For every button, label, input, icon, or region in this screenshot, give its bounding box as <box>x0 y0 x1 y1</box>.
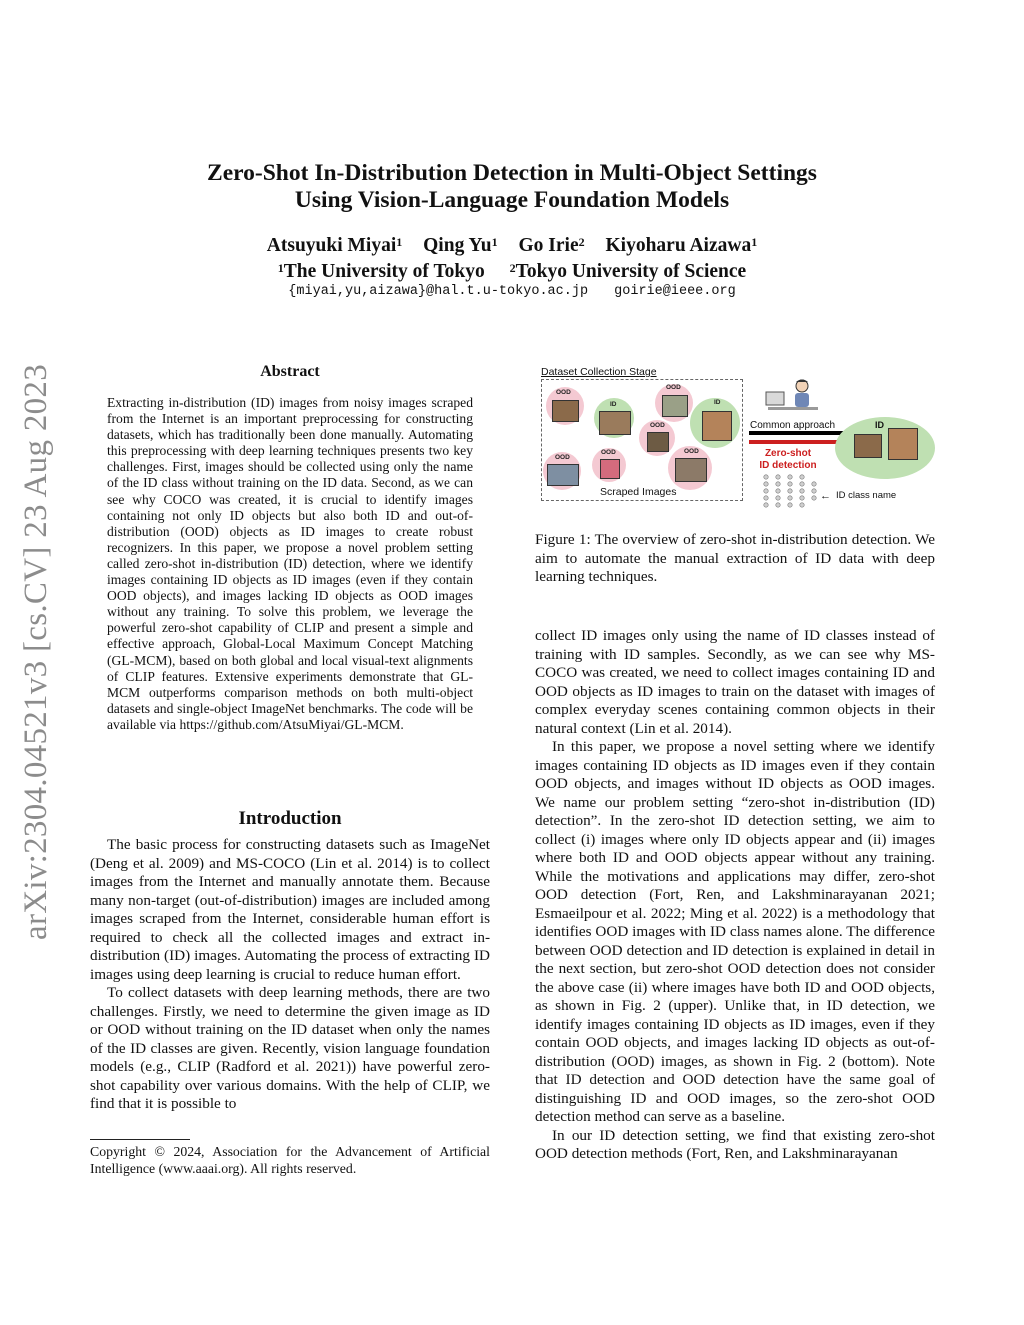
introduction-body <box>90 836 490 1114</box>
paper-title <box>160 160 864 214</box>
neural-network-icon <box>760 472 820 510</box>
author-name: Qing Yu <box>423 235 492 256</box>
title-line-1: Zero-Shot In-Distribution Detection in Multi-Object Settings <box>207 160 817 186</box>
right-column-body <box>535 627 935 1164</box>
paragraph: collect ID images only using the name of ID classes instead of training with ID samples. Secondly, as we can see why MS-COCO was created, we need to collect images containing ID and OOD objects as ID images to train on the dataset with images of complex everyday scenes containing common objects in their natural context (Lin et al. 2014). <box>535 627 935 737</box>
copyright-footnote: Copyright © 2024, Association for the Advancement of Artificial Intelligence (www.aaai.org). All rights reserved. <box>90 1144 490 1176</box>
email-list <box>160 283 864 301</box>
affiliation <box>278 261 485 282</box>
id-tag: ID <box>610 401 617 408</box>
affil-name: The University of Tokyo <box>283 261 485 282</box>
figure-1-overview-diagram <box>538 364 938 514</box>
scraped-image-thumbnail <box>662 395 688 417</box>
ood-tag: OOD <box>556 389 571 396</box>
id-output-label: ID <box>875 420 884 430</box>
author <box>423 235 497 256</box>
scraped-image-thumbnail <box>552 400 579 422</box>
zero-shot-id-detection-label <box>758 448 818 472</box>
scraped-image-thumbnail <box>547 464 579 486</box>
abstract-heading: Abstract <box>260 363 320 380</box>
annotator-person-icon <box>764 378 824 418</box>
author-name: Kiyoharu Aizawa <box>605 235 752 256</box>
id-tag: ID <box>714 399 721 406</box>
author-name: Go Irie <box>518 235 579 256</box>
author <box>267 235 402 256</box>
affil-mark: 2 <box>509 261 516 275</box>
paragraph: The basic process for constructing datasets such as ImageNet (Deng et al. 2009) and MS-COCO (Lin et al. 2014) is to collect images from the Internet and manually annotate them. Because many non-target (out-of-distribution) images are included among images scraped from the Internet, considerable human effort is required to check all the collected images and extract in-distribution (ID) images. Automating the process of extracting ID images using deep learning is crucial to reduce human effort. <box>90 836 490 983</box>
arrow-left-icon: ← <box>820 490 831 502</box>
id-image-thumbnail <box>854 434 882 458</box>
abstract-text: Extracting in-distribution (ID) images from noisy images scraped from the Internet is an important preprocessing for constructing datasets, which has traditionally been done manually. Automating this preprocessing with deep learning techniques presents two key challenges. First, images should be collected using only the name of the ID class without training on the ID data. Second, as we can see why COCO was created, it is crucial to identify images containing not only ID objects but also both ID and out-of-distribution (OOD) objects as ID images to create robust recognizers. In this paper, we propose a novel problem setting called zero-shot in-distribution (ID) detection, where we identify images containing ID objects as ID images (even if they contain OOD objects), and images lacking ID objects as OOD images without any training. To solve this problem, we leverage the powerful zero-shot capability of CLIP and present a simple and effective approach, Global-Local Maximum Concept Matching (GL-MCM), based on both global and local visual-text alignments of CLIP features. Extensive experiments demonstrate that GL-MCM outperforms comparison methods on both multi-object datasets and single-object ImageNet benchmarks. The code will be available via https://github.com/AtsuMiyai/GL-MCM. <box>107 395 473 732</box>
ood-tag: OOD <box>650 422 665 429</box>
figure-1-caption: Figure 1: The overview of zero-shot in-distribution detection. We aim to automate the manual extraction of ID data with deep learning techniques. <box>535 531 935 585</box>
ood-tag: OOD <box>601 449 616 456</box>
author-name: Atsuyuki Miyai <box>266 235 397 256</box>
scraped-images-box <box>541 379 743 501</box>
scraped-images-label: Scraped Images <box>600 486 677 498</box>
ood-tag: OOD <box>666 384 681 391</box>
author-list <box>160 234 864 258</box>
id-image-thumbnail <box>888 428 918 460</box>
scraped-image-thumbnail <box>600 459 620 479</box>
paragraph: In our ID detection setting, we find that existing zero-shot OOD detection methods (Fort, Ren, and Lakshminarayanan <box>535 1126 935 1162</box>
scraped-image-thumbnail <box>702 411 732 441</box>
dataset-collection-stage-label: Dataset Collection Stage <box>541 366 657 378</box>
affiliation <box>510 261 747 282</box>
paragraph: In this paper, we propose a novel setting where we identify images containing ID objects as ID images even if they contain OOD objects, and images without ID objects as OOD images. We name our problem setting “zero-shot in-distribution (ID) detection”. In the zero-shot ID detection setting, we aim to collect (i) images where only ID objects appear and (ii) images where both ID and OOD objects appear without any training. While the motivations and applications may differ, zero-shot OOD detection (Fort, Ren, and Lakshminarayanan 2021; Esmaeilpour et al. 2022; Ming et al. 2022) is a methodology that identifies OOD images with ID class names alone. The difference between OOD detection and ID detection is explained in detail in the next section, but zero-shot OOD detection does not consider the above case (ii) where images have both ID and OOD objects, as shown in Fig. 2 (upper). Unlike that, in ID detection, we identify images containing ID objects as ID images, even if they contain OOD objects, and images lacking ID objects as out-of-distribution (OOD) images, as shown in Fig. 2 (bottom). Note that ID detection and OOD detection have the same goal of distinguishing ID and OOD images, so the zero-shot OOD detection method can serve as a baseline. <box>535 738 935 1125</box>
author-affil-mark: 2 <box>578 235 585 249</box>
common-approach-label: Common approach <box>750 420 836 431</box>
scraped-image-thumbnail <box>647 432 669 452</box>
id-class-name-label: ID class name <box>836 490 897 501</box>
zero-shot-text: Zero-shot <box>764 448 812 459</box>
email: {miyai,yu,aizawa}@hal.t.u-tokyo.ac.jp <box>288 284 589 299</box>
scraped-image-thumbnail <box>599 411 631 435</box>
affil-mark: 1 <box>277 261 284 275</box>
introduction-heading: Introduction <box>238 808 342 829</box>
ood-tag: OOD <box>684 448 699 455</box>
author <box>519 235 585 256</box>
paragraph: To collect datasets with deep learning methods, there are two challenges. Firstly, we need to determine the given image as ID or OOD without training on the ID dataset when only the names of the ID classes are given. Recently, vision language foundation models (e.g., CLIP (Radford et al. 2021)) have powerful zero-shot capability over various domains. With the help of CLIP, we find that it is possible to <box>90 984 490 1112</box>
author-affil-mark: 1 <box>491 235 498 249</box>
title-line-2: Using Vision-Language Foundation Models <box>294 187 730 213</box>
author-affil-mark: 1 <box>396 235 403 249</box>
affil-name: Tokyo University of Science <box>515 261 747 282</box>
author-affil-mark: 1 <box>751 235 758 249</box>
arxiv-identifier: arXiv:2304.04521v3 [cs.CV] 23 Aug 2023 <box>18 363 54 940</box>
ood-tag: OOD <box>555 454 570 461</box>
footnote-divider <box>90 1139 190 1140</box>
affiliation-list <box>160 260 864 284</box>
scraped-image-thumbnail <box>675 458 707 482</box>
id-output-ellipse <box>835 417 935 479</box>
author <box>605 235 757 256</box>
id-detection-text: ID detection <box>759 460 817 471</box>
email: goirie@ieee.org <box>614 284 736 299</box>
